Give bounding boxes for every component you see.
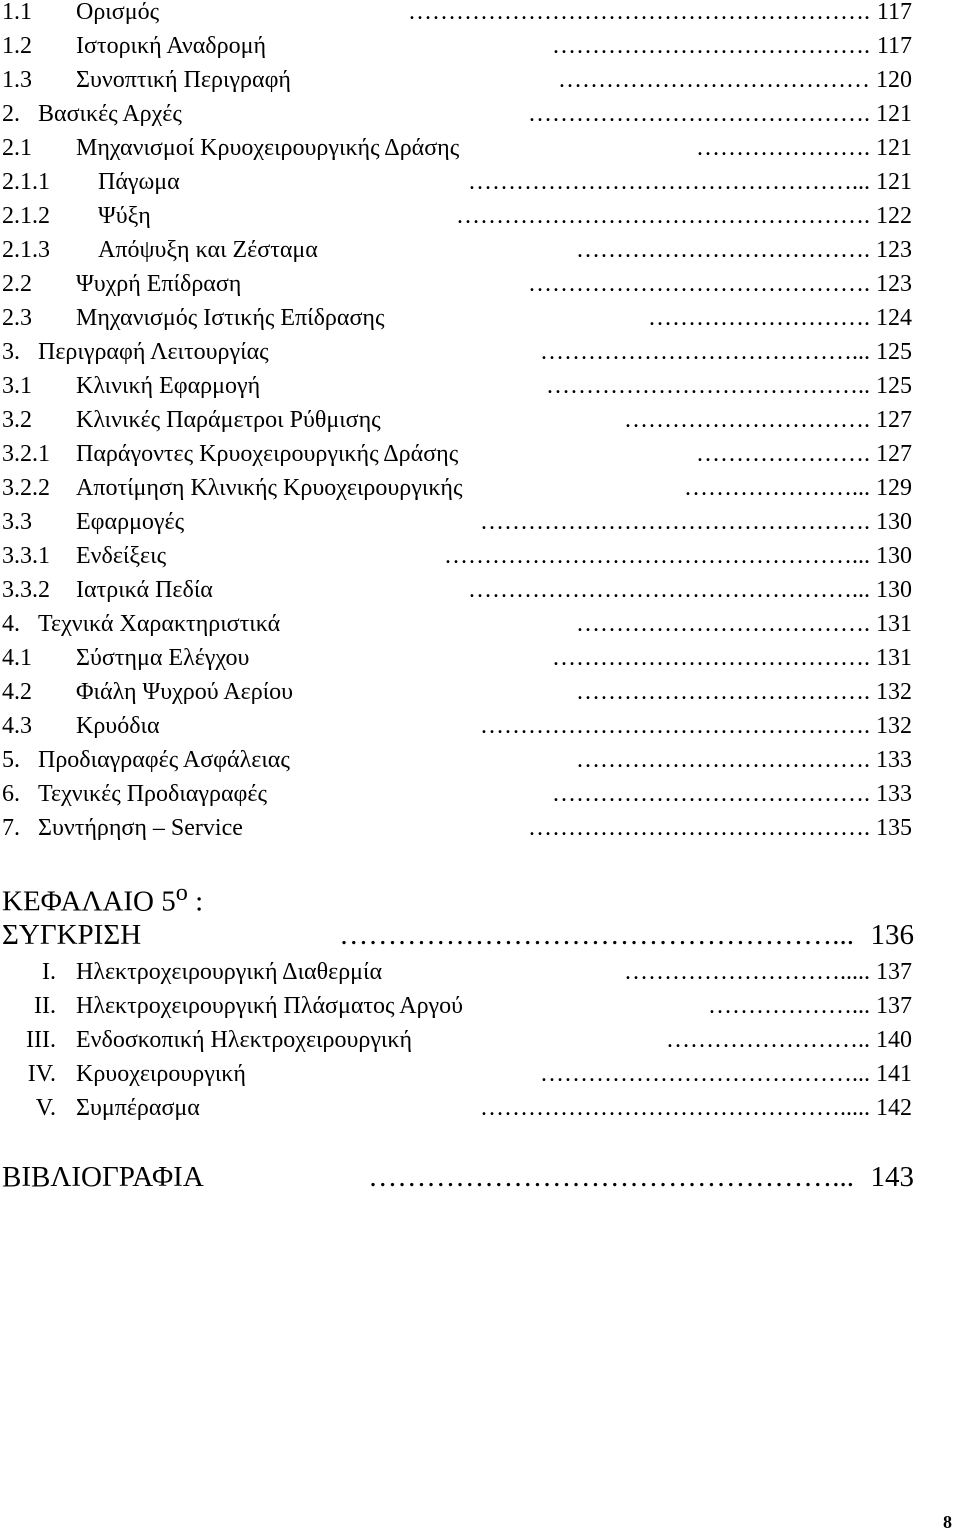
toc-entry-page: 131	[876, 611, 912, 637]
toc-entry-page: 117	[876, 33, 912, 59]
toc-entry-title: Ψυχρή Επίδραση	[76, 271, 242, 297]
toc-entry-leader: …………………………………………...	[468, 577, 870, 603]
toc-entry-page: 123	[876, 237, 912, 263]
toc-entry-title: Απόψυξη και Ζέσταμα	[98, 237, 318, 263]
toc-entry-number: 3.2.1	[2, 441, 50, 467]
toc-entry-number: 4.2	[2, 679, 32, 705]
toc-entry-leader: …………………………………….	[528, 271, 870, 297]
toc-entry-title: Πάγωμα	[98, 169, 180, 195]
chapter-superscript: ο	[175, 879, 188, 906]
toc-entry-number: 5.	[2, 747, 20, 773]
toc-entry-number: V.	[35, 1095, 56, 1121]
toc-entry-number: 2.3	[2, 305, 32, 331]
toc-entry-leader: …………………...	[684, 475, 870, 501]
toc-entry-leader: ……………………….	[648, 305, 870, 331]
toc-entry-leader: ………………...	[708, 993, 870, 1019]
toc-entry-page: 130	[876, 577, 912, 603]
toc-entry-title: Κρυόδια	[76, 713, 160, 739]
toc-entry-leader: ………………………………….	[552, 645, 870, 671]
toc-entry-number: 1.1	[2, 0, 32, 25]
toc-entry-title: Κλινική Εφαρμογή	[76, 373, 261, 399]
toc-entry-page: 129	[876, 475, 912, 501]
toc-entry-page: 137	[876, 959, 912, 985]
toc-entry-number: 3.3	[2, 509, 32, 535]
toc-entry-leader: ………………………………………….	[480, 713, 870, 739]
toc-entry-number: 3.2	[2, 407, 32, 433]
toc-entry-title: Φιάλη Ψυχρού Αερίου	[76, 679, 294, 705]
toc-entry-title: Ψύξη	[98, 203, 151, 229]
toc-entry-number: 3.3.2	[2, 577, 50, 603]
toc-entry-number: 6.	[2, 781, 20, 807]
toc-entry-number: 3.3.1	[2, 543, 50, 569]
toc-entry-title: Μηχανισμός Ιστικής Επίδρασης	[76, 305, 385, 331]
toc-entry-number: 3.2.2	[2, 475, 50, 501]
toc-entry-title: Κρυοχειρουργική	[76, 1061, 246, 1087]
toc-entry-page: 137	[876, 993, 912, 1019]
toc-entry-page: 130	[876, 509, 912, 535]
toc-entry-page: 121	[876, 169, 912, 195]
toc-entry-title: Σύστημα Ελέγχου	[76, 645, 250, 671]
toc-entry-page: 140	[876, 1027, 912, 1053]
toc-entry-title: Τεχνικές Προδιαγραφές	[38, 781, 267, 807]
toc-entry-leader: …………………………………...	[540, 339, 870, 365]
toc-entry-number: 2.1.3	[2, 237, 50, 263]
toc-entry-number: 3.1	[2, 373, 32, 399]
chapter-colon: :	[195, 885, 204, 918]
toc-entry-number: 2.	[2, 101, 20, 127]
toc-entry-leader: ………………….	[696, 441, 870, 467]
toc-entry-leader: …………………………………...	[540, 1061, 870, 1087]
toc-entry-number: 4.1	[2, 645, 32, 671]
toc-entry-number: I.	[42, 959, 56, 985]
toc-entry-page: 121	[876, 101, 912, 127]
toc-entry-title: Ιατρικά Πεδία	[76, 577, 213, 603]
toc-entry-leader: …………………………………………….	[456, 203, 870, 229]
toc-entry-page: 124	[876, 305, 912, 331]
toc-entry-number: 4.3	[2, 713, 32, 739]
toc-entry-leader: ………………………………………………….	[408, 0, 870, 25]
toc-entry-page: 141	[876, 1061, 912, 1087]
toc-entry-leader: ……………………………………….....	[480, 1095, 870, 1121]
toc-entry-number: 1.2	[2, 33, 32, 59]
toc-entry-leader: ………………….	[696, 135, 870, 161]
toc-entry-leader: ………………………………………….	[480, 509, 870, 535]
toc-entry-leader: …………………………………….	[528, 815, 870, 841]
toc-entry-title: Παράγοντες Κρυοχειρουργικής Δράσης	[76, 441, 459, 467]
toc-entry-title: Εφαρμογές	[76, 509, 185, 535]
toc-entry-title: Ηλεκτροχειρουργική Διαθερμία	[76, 959, 383, 985]
toc-entry-title: Μηχανισμοί Κρυοχειρουργικής Δράσης	[76, 135, 460, 161]
toc-entry-page: 132	[876, 713, 912, 739]
toc-entry-number: 3.	[2, 339, 20, 365]
toc-entry-title: Ενδοσκοπική Ηλεκτροχειρουργική	[76, 1027, 413, 1053]
toc-entry-leader: ……………………………………………...	[339, 919, 854, 951]
toc-entry-number: 2.1.1	[2, 169, 50, 195]
toc-entry-number: 2.2	[2, 271, 32, 297]
toc-entry-leader: …………………………………………...	[468, 169, 870, 195]
chapter-label: ΚΕΦΑΛΑΙΟ 5	[2, 885, 176, 918]
toc-entry-page: 127	[876, 441, 912, 467]
toc-entry-leader: ………………………………….	[552, 33, 870, 59]
toc-entry-page: 130	[876, 543, 912, 569]
toc-entry-leader: …………………………………….	[528, 101, 870, 127]
toc-entry-page: 135	[876, 815, 912, 841]
toc-entry-title: Ορισμός	[76, 0, 160, 25]
toc-entry-page: 133	[876, 747, 912, 773]
toc-entry-title: Ηλεκτροχειρουργική Πλάσματος Αργού	[76, 993, 464, 1019]
toc-entry-page: 136	[870, 919, 914, 951]
toc-entry-title: Συνοπτική Περιγραφή	[76, 67, 291, 93]
toc-entry-number: IV.	[27, 1061, 56, 1087]
toc-entry-number: 4.	[2, 611, 20, 637]
toc-entry-title: Αποτίμηση Κλινικής Κρυοχειρουργικής	[76, 475, 463, 501]
toc-entry-page: 120	[876, 67, 912, 93]
toc-entry-title: Κλινικές Παράμετροι Ρύθμισης	[76, 407, 381, 433]
chapter-title: ΣΥΓΚΡΙΣΗ	[2, 919, 142, 951]
toc-entry-leader: ……………………….....	[624, 959, 870, 985]
toc-entry-page: 143	[870, 1161, 914, 1193]
toc-entry-title: Συντήρηση – Service	[38, 815, 243, 841]
toc-entry-number: II.	[34, 993, 56, 1019]
bibliography-title: ΒΙΒΛΙΟΓΡΑΦΙΑ	[2, 1161, 204, 1193]
toc-entry-leader: ……………………………….	[576, 747, 870, 773]
toc-entry-page: 142	[876, 1095, 912, 1121]
page-number: 8	[943, 1512, 952, 1532]
toc-entry-number: 2.1	[2, 135, 32, 161]
toc-entry-number: 2.1.2	[2, 203, 50, 229]
toc-entry-leader: ……………………………………………...	[444, 543, 870, 569]
toc-entry-leader: ……………………………….	[576, 237, 870, 263]
toc-entry-leader: ………………………….	[624, 407, 870, 433]
toc-entry-page: 123	[876, 271, 912, 297]
toc-entry-page: 121	[876, 135, 912, 161]
toc-entry-page: 133	[876, 781, 912, 807]
toc-entry-leader: ……………………………….	[576, 679, 870, 705]
toc-entry-title: Συμπέρασμα	[76, 1095, 200, 1121]
toc-entry-title: Τεχνικά Χαρακτηριστικά	[38, 611, 281, 637]
toc-entry-page: 125	[876, 373, 912, 399]
toc-entry-page: 117	[876, 0, 912, 25]
toc-entry-leader: …………………………………………...	[368, 1161, 854, 1193]
toc-entry-number: 7.	[2, 815, 20, 841]
toc-entry-title: Περιγραφή Λειτουργίας	[38, 339, 269, 365]
toc-entry-number: 1.3	[2, 67, 32, 93]
toc-entry-page: 127	[876, 407, 912, 433]
toc-entry-leader: ………………………………….	[552, 781, 870, 807]
toc-entry-leader: ……………………………….	[576, 611, 870, 637]
toc-entry-leader: …………………………………..	[546, 373, 870, 399]
toc-entry-page: 132	[876, 679, 912, 705]
toc-entry-page: 131	[876, 645, 912, 671]
toc-entry-title: Βασικές Αρχές	[38, 101, 182, 127]
toc-entry-leader: ……………………..	[666, 1027, 870, 1053]
toc-entry-title: Προδιαγραφές Ασφάλειας	[38, 747, 290, 773]
toc-entry-page: 125	[876, 339, 912, 365]
toc-entry-title: Ιστορική Αναδρομή	[76, 33, 267, 59]
toc-entry-title: Ενδείξεις	[76, 543, 167, 569]
toc-entry-number: III.	[26, 1027, 56, 1053]
chapter-heading-text	[2, 876, 203, 919]
toc-entry-leader: …………………………………	[558, 67, 870, 93]
toc-entry-page: 122	[876, 203, 912, 229]
